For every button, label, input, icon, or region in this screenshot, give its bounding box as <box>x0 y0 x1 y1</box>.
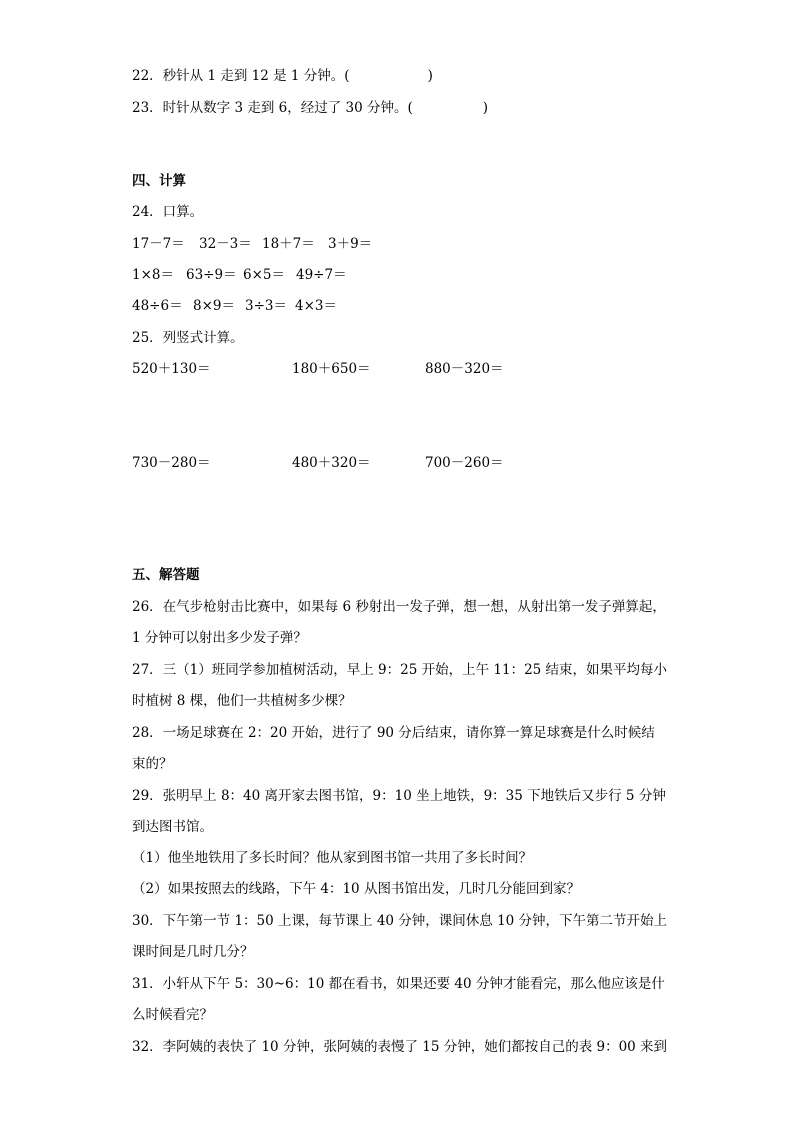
math-item: 17－7＝ <box>132 236 185 252</box>
section-4-heading: 四、计算 <box>132 173 186 189</box>
question-31-line2: 么时候看完？ <box>132 1007 213 1023</box>
calc-item: 700－260＝ <box>425 455 504 471</box>
question-30-line2: 课时间是几时几分？ <box>132 944 254 960</box>
question-27-line2: 时植树 8 棵，他们一共植树多少棵？ <box>132 693 352 709</box>
question-22 <box>132 68 433 84</box>
question-23-close: ) <box>482 100 489 116</box>
math-item: 4×3＝ <box>295 298 337 314</box>
math-item: 49÷7＝ <box>296 267 347 283</box>
math-item: 6×5＝ <box>243 267 285 283</box>
question-23-text: 23．时针从数字 3 走到 6，经过了 30 分钟。( <box>132 100 413 116</box>
question-28-line2: 束的？ <box>132 756 173 772</box>
question-26-line2: 1 分钟可以射出多少发子弹？ <box>132 630 307 646</box>
math-item: 8×9＝ <box>193 298 235 314</box>
question-32-line1: 32．李阿姨的表快了 10 分钟，张阿姨的表慢了 15 分钟，她们都按自己的表 9：00 来到 <box>132 1039 668 1055</box>
question-30-line1: 30．下午第一节 1：50 上课，每节课上 40 分钟，课间休息 10 分钟，下午第二节开始上 <box>132 913 668 929</box>
question-22-close: ) <box>427 68 433 84</box>
math-item: 48÷6＝ <box>132 298 183 314</box>
question-23 <box>132 100 488 116</box>
question-29-sub1: （1）他坐地铁用了多长时间？他从家到图书馆一共用了多长时间？ <box>132 850 533 866</box>
math-item: 3＋9＝ <box>328 236 373 252</box>
question-29-sub2: （2）如果按照去的线路，下午 4：10 从图书馆出发，几时几分能回到家？ <box>132 881 580 897</box>
math-item: 3÷3＝ <box>245 298 287 314</box>
question-28-line1: 28．一场足球赛在 2：20 开始，进行了 90 分后结束，请你算一算足球赛是什么时候结 <box>132 725 655 741</box>
calc-item: 520＋130＝ <box>132 361 211 377</box>
math-item: 18＋7＝ <box>262 236 315 252</box>
question-25-label: 25．列竖式计算。 <box>132 330 244 346</box>
calc-item: 180＋650＝ <box>292 361 371 377</box>
question-29-line2: 到达图书馆。 <box>132 819 213 835</box>
question-26-line1: 26．在气步枪射击比赛中，如果每 6 秒射出一发子弹，想一想，从射出第一发子弹算起， <box>132 599 666 615</box>
calc-item: 480＋320＝ <box>292 455 371 471</box>
math-item: 63÷9＝ <box>186 267 237 283</box>
math-item: 1×8＝ <box>132 267 174 283</box>
question-24-label: 24．口算。 <box>132 204 204 220</box>
question-29-line1: 29．张明早上 8：40 离开家去图书馆，9：10 坐上地铁，9：35 下地铁后又步行 5 分钟 <box>132 788 666 804</box>
question-22-text: 22．秒针从 1 走到 12 是 1 分钟。( <box>132 68 350 84</box>
question-27-line1: 27．三（1）班同学参加植树活动，早上 9：25 开始，上午 11：25 结束，如果平均每小 <box>132 662 668 678</box>
math-item: 32－3＝ <box>199 236 252 252</box>
calc-item: 880－320＝ <box>425 361 504 377</box>
question-31-line1: 31．小轩从下午 5：30~6：10 都在看书，如果还要 40 分钟才能看完，那么他应该是什 <box>132 976 665 992</box>
calc-item: 730－280＝ <box>132 455 211 471</box>
section-5-heading: 五、解答题 <box>132 567 200 583</box>
